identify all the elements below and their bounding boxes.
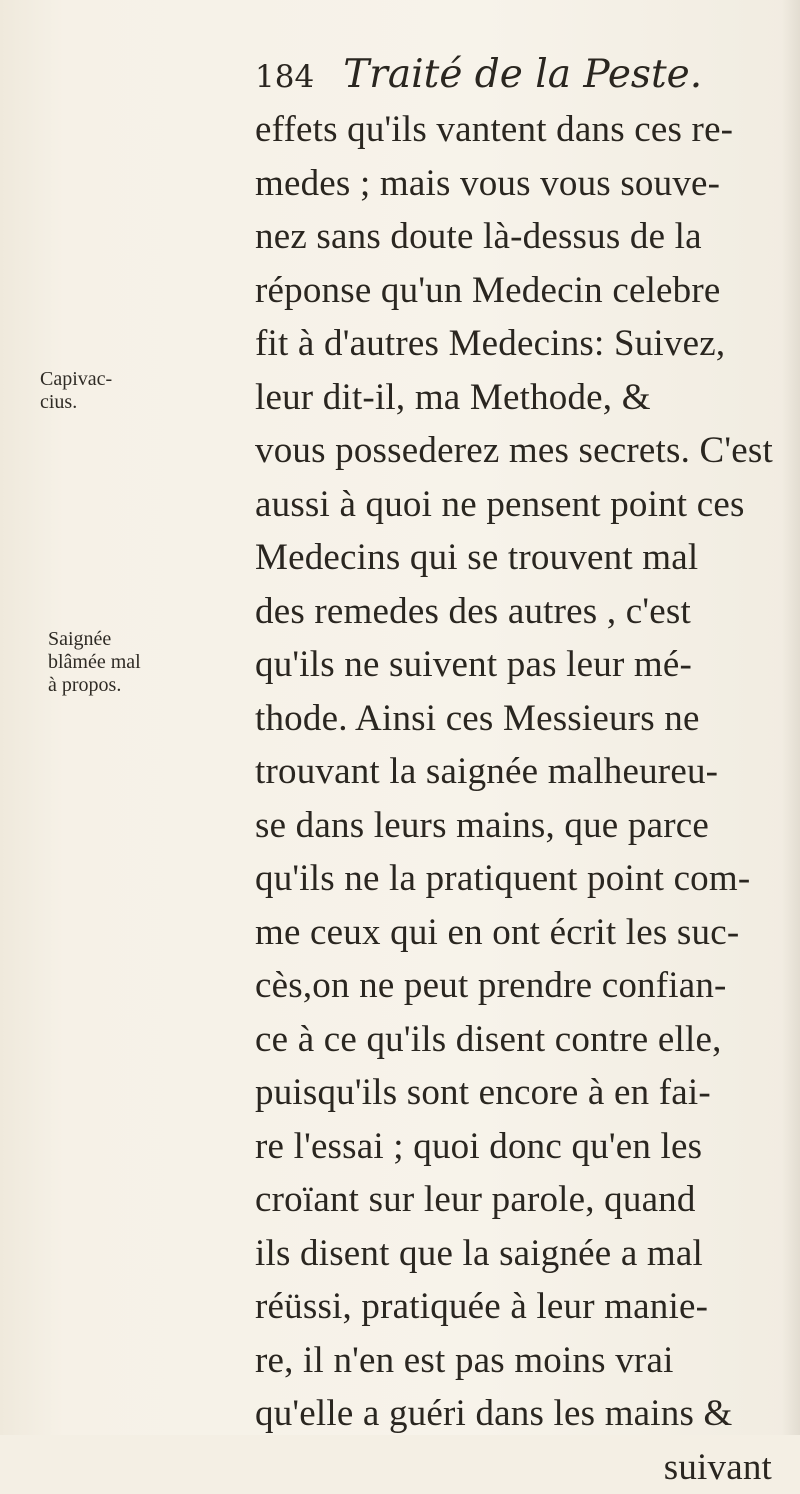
text-line: qu'ils ne la pratiquent point com- [255, 852, 800, 906]
margin-note-saignee [48, 628, 141, 697]
text-line: ce à ce qu'ils disent contre elle, [255, 1013, 800, 1067]
text-line: se dans leurs mains, que parce [255, 799, 800, 853]
margin-note-line: Capivac- [40, 368, 112, 391]
margin-note-line: Saignée [48, 628, 141, 651]
page-header [255, 52, 702, 102]
text-line: fit à d'autres Medecins: Suivez, [255, 317, 800, 371]
text-line: qu'ils ne suivent pas leur mé- [255, 638, 800, 692]
text-line: des remedes des autres , c'est [255, 585, 800, 639]
text-line: croïant sur leur parole, quand [255, 1173, 800, 1227]
text-line: réponse qu'un Medecin celebre [255, 264, 800, 318]
text-line: re l'essai ; quoi donc qu'en les [255, 1120, 800, 1174]
text-line: puisqu'ils sont encore à en fai- [255, 1066, 800, 1120]
text-line: effets qu'ils vantent dans ces re- [255, 103, 800, 157]
margin-note-line: à propos. [48, 674, 141, 697]
text-line: medes ; mais vous vous souve- [255, 157, 800, 211]
page-number: 184 [255, 59, 314, 95]
text-line: trouvant la saignée malheureu- [255, 745, 800, 799]
margin-note-line: blâmée mal [48, 651, 141, 674]
text-line: cès,on ne peut prendre confian- [255, 959, 800, 1013]
text-line: thode. Ainsi ces Messieurs ne [255, 692, 800, 746]
text-line: aussi à quoi ne pensent point ces [255, 478, 800, 532]
margin-note-capivaccius [40, 368, 112, 414]
text-line: nez sans doute là-dessus de la [255, 210, 800, 264]
margin-note-line: cius. [40, 391, 112, 414]
running-title: Traité de la Peste. [343, 52, 702, 97]
text-line: qu'elle a guéri dans les mains & [255, 1387, 800, 1441]
text-line: re, il n'en est pas moins vrai [255, 1334, 800, 1388]
text-line: vous possederez mes secrets. C'est [255, 424, 800, 478]
catchword: suivant [255, 1441, 800, 1494]
text-line: Medecins qui se trouvent mal [255, 531, 800, 585]
text-line: ils disent que la saignée a mal [255, 1227, 800, 1281]
text-line: leur dit-il, ma Methode, & [255, 371, 800, 425]
text-line: réüssi, pratiquée à leur manie- [255, 1280, 800, 1334]
text-line: me ceux qui en ont écrit les suc- [255, 906, 800, 960]
body-text [255, 103, 800, 1494]
